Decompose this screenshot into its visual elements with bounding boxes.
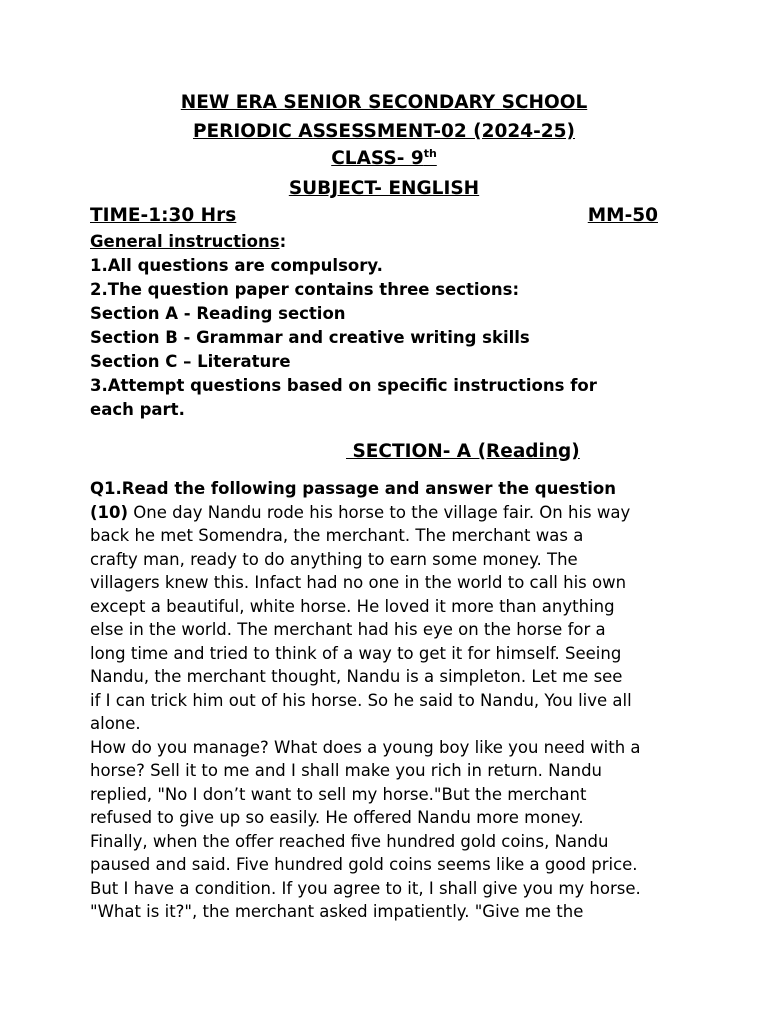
passage-line: How do you manage? What does a young boy like you need with a [90,737,641,757]
passage-line: crafty man, ready to do anything to earn some money. The [90,549,578,569]
instructions-heading-colon: : [279,232,287,251]
passage-line: except a beautiful, white horse. He loved it more than anything [90,596,615,616]
instructions-heading [90,230,690,254]
passage-line: Nandu, the merchant thought, Nandu is a simpleton. Let me see [90,667,623,686]
passage-line: Finally, when the offer reached five hundred gold coins, Nandu [90,831,609,851]
question-marks: (10) [90,502,129,522]
instruction-line: 1.All questions are compulsory. [90,256,383,275]
time-marks-row [90,205,658,231]
class-label: CLASS- 9 [331,148,424,169]
passage-first-line [90,501,690,525]
passage-line: paused and said. Five hundred gold coins seems like a good price. [90,855,638,874]
instruction-line: Section C – Literature [90,352,291,371]
instruction-line: 3.Attempt questions based on specific instructions for [90,376,597,395]
passage-line: "What is it?", the merchant asked impatiently. "Give me the [90,902,584,921]
reading-passage [90,477,690,924]
passage-line: alone. [90,714,141,733]
general-instructions [90,230,690,422]
class-superscript: th [423,147,437,160]
passage-line: villagers knew this. Infact had no one in the world to call his own [90,573,627,592]
instruction-line: Section A - Reading section [90,304,346,323]
instructions-heading-text: General instructions [90,232,280,251]
school-name: NEW ERA SENIOR SECONDARY SCHOOL [180,92,588,113]
passage-line: replied, "No I don’t want to sell my horse."But the merchant [90,784,587,804]
subject-heading: SUBJECT- ENGLISH [288,178,480,199]
max-marks-label: MM-50 [587,205,658,226]
passage-line: horse? Sell it to me and I shall make you rich in return. Nandu [90,761,602,780]
passage-line: else in the world. The merchant had his eye on the horse for a [90,620,606,639]
instruction-line: Section B - Grammar and creative writing skills [90,328,530,347]
instruction-line: each part. [90,400,185,419]
class-heading [0,148,768,169]
question-title: Q1.Read the following passage and answer the question [90,479,616,498]
passage-line: if I can trick him out of his horse. So he said to Nandu, You live all [90,690,632,710]
passage-line: long time and tried to think of a way to get it for himself. Seeing [90,643,622,663]
time-label: TIME-1:30 Hrs [90,205,237,226]
assessment-title: PERIODIC ASSESSMENT-02 (2024-25) [192,121,575,142]
passage-first-line-text: One day Nandu rode his horse to the village fair. On his way [128,502,631,522]
instruction-line: 2.The question paper contains three sections: [90,280,520,299]
passage-line: back he met Somendra, the merchant. The merchant was a [90,526,584,545]
section-a-title: SECTION- A (Reading) [346,441,580,462]
passage-line: refused to give up so easily. He offered Nandu more money. [90,808,584,827]
passage-line: But I have a condition. If you agree to it, I shall give you my horse. [90,878,641,898]
